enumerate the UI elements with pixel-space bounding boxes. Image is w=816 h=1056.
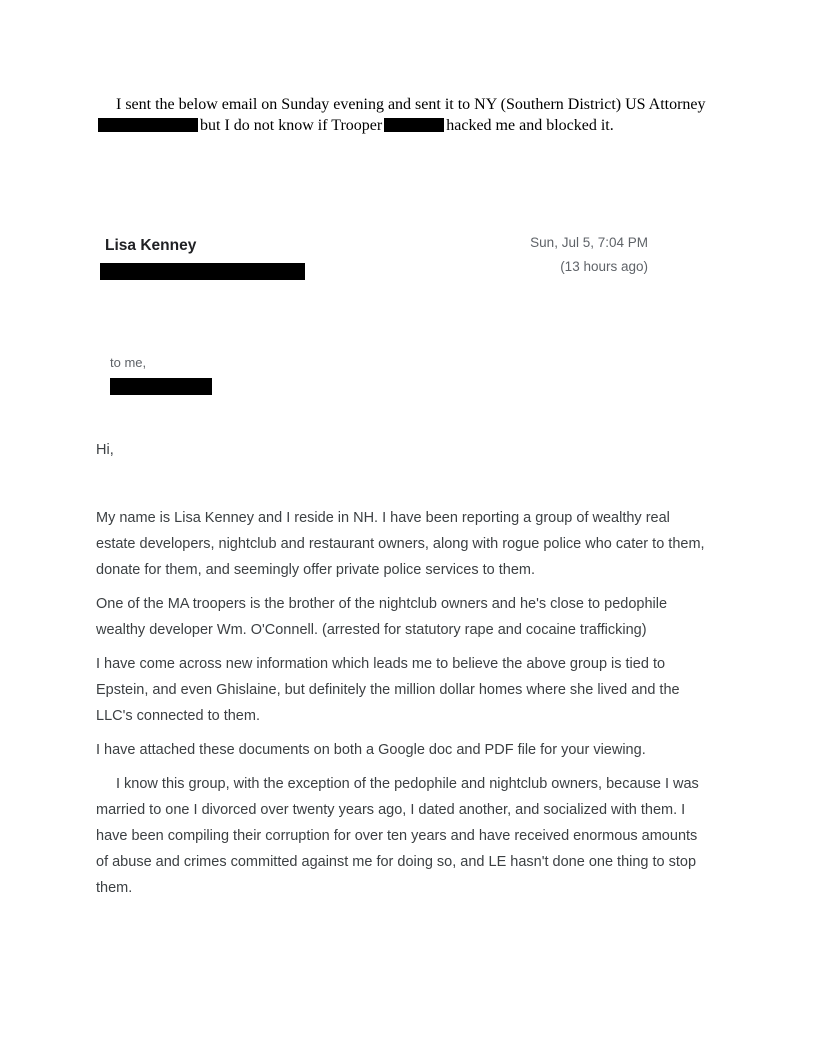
email-body <box>96 437 713 909</box>
greeting: Hi, <box>96 442 114 458</box>
email-date-block <box>530 231 648 279</box>
email-date: Sun, Jul 5, 7:04 PM <box>530 235 648 250</box>
recipient-label: to me, <box>110 355 147 370</box>
redacted-trooper-name <box>384 118 444 132</box>
intro-text-1: I sent the below email on Sunday evening and sent it to NY (Southern District) US Attorney <box>116 96 706 113</box>
intro-text-2: but I do not know if Trooper <box>200 117 383 134</box>
sender-name: Lisa Kenney <box>105 237 197 254</box>
body-paragraph: I have come across new information which leads me to believe the above group is tied to Epstein, and even Ghislaine, but definitely the million dollar homes where she lived and the LLC's connected to them. <box>96 656 680 724</box>
intro-text-3: hacked me and blocked it. <box>446 117 614 134</box>
body-paragraph: My name is Lisa Kenney and I reside in NH. I have been reporting a group of wealthy real estate developers, nightclub and restaurant owners, along with rogue police who cater to them, donate for them, and seemingly offer private police services to them. <box>96 510 705 578</box>
redacted-sender-email <box>100 263 305 280</box>
redacted-recipient-email <box>110 378 212 395</box>
email-relative-time: (13 hours ago) <box>560 259 648 274</box>
intro-paragraph <box>96 94 710 136</box>
body-paragraph: One of the MA troopers is the brother of the nightclub owners and he's close to pedophile wealthy developer Wm. O'Connell. (arrested for statutory rape and cocaine trafficking) <box>96 596 668 638</box>
redacted-attorney-name <box>98 118 198 132</box>
body-paragraph: I know this group, with the exception of the pedophile and nightclub owners, because I was married to one I divorced over twenty years ago, I dated another, and socialized with them. I have been compiling their corruption for over ten years and have received enormous amounts of abuse and crimes committed against me for doing so, and LE hasn't done one thing to stop them. <box>96 776 699 896</box>
body-paragraph: I have attached these documents on both a Google doc and PDF file for your viewing. <box>96 742 646 758</box>
